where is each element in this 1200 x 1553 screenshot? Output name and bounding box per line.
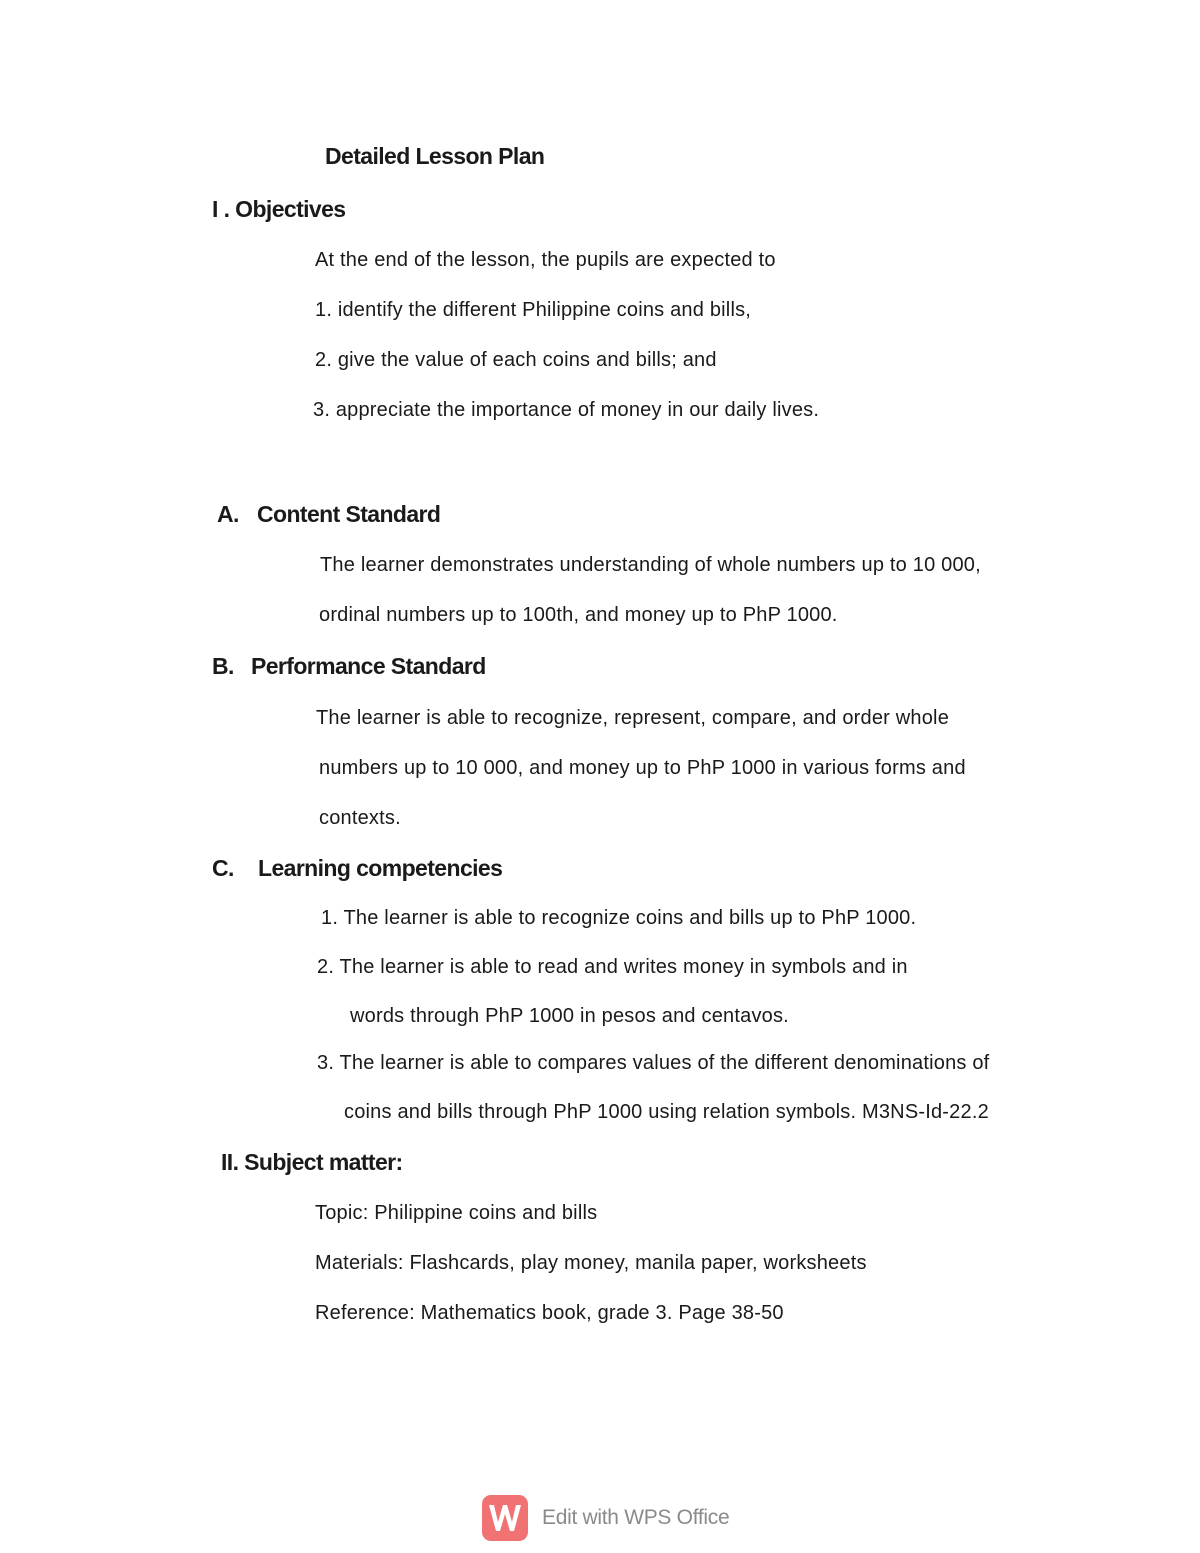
competency-line: 1. The learner is able to recognize coins and bills up to PhP 1000.	[321, 907, 917, 929]
wps-edit-link[interactable]	[482, 1494, 729, 1542]
objective-item: 2. give the value of each coins and bills; and	[315, 349, 717, 371]
content-standard-letter: A.	[217, 501, 239, 527]
content-standard-title: Content Standard	[257, 501, 441, 527]
performance-standard-title: Performance Standard	[251, 653, 486, 679]
performance-standard-letter: B.	[212, 653, 234, 679]
learning-competencies-title: Learning competencies	[258, 855, 503, 881]
subject-topic: Topic: Philippine coins and bills	[315, 1202, 598, 1224]
performance-standard-line: contexts.	[319, 807, 401, 829]
content-standard-line: ordinal numbers up to 100th, and money up to PhP 1000.	[319, 604, 838, 626]
learning-competencies-letter: C.	[212, 855, 234, 881]
performance-standard-line: The learner is able to recognize, represent, compare, and order whole	[316, 707, 950, 729]
subject-materials: Materials: Flashcards, play money, manila paper, worksheets	[315, 1252, 867, 1274]
content-standard-line: The learner demonstrates understanding of whole numbers up to 10 000,	[320, 554, 981, 576]
wps-logo-icon	[482, 1495, 528, 1541]
competency-line: 2. The learner is able to read and writes money in symbols and in	[317, 956, 908, 978]
objective-item: 3. appreciate the importance of money in our daily lives.	[313, 399, 820, 421]
competency-line: words through PhP 1000 in pesos and centavos.	[350, 1005, 789, 1027]
objectives-heading: I . Objectives	[212, 196, 346, 222]
performance-standard-heading	[212, 652, 486, 680]
wps-edit-label: Edit with WPS Office	[542, 1506, 730, 1529]
competency-line: 3. The learner is able to compares values of the different denominations of	[317, 1052, 990, 1074]
subject-reference: Reference: Mathematics book, grade 3. Page 38-50	[315, 1302, 784, 1324]
competency-line: coins and bills through PhP 1000 using relation symbols. M3NS-Id-22.2	[344, 1101, 989, 1123]
document-title: Detailed Lesson Plan	[325, 143, 545, 169]
objectives-intro: At the end of the lesson, the pupils are expected to	[315, 249, 776, 271]
performance-standard-line: numbers up to 10 000, and money up to PhP 1000 in various forms and	[319, 757, 966, 779]
objective-item: 1. identify the different Philippine coins and bills,	[315, 299, 752, 321]
learning-competencies-heading	[212, 854, 502, 882]
subject-matter-heading: II. Subject matter:	[221, 1149, 403, 1175]
content-standard-heading	[217, 500, 440, 528]
